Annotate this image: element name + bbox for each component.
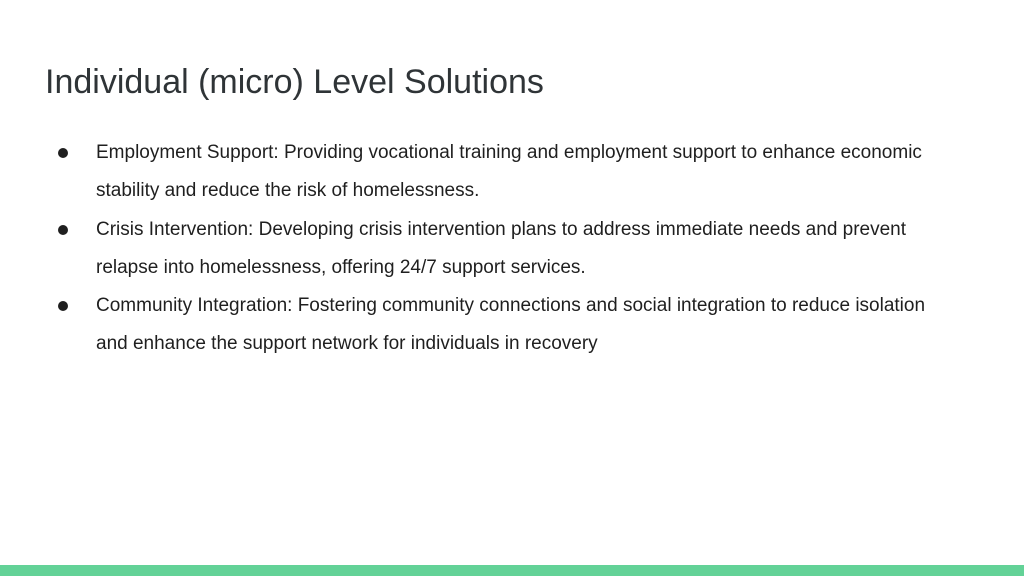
footer-accent-bar bbox=[0, 565, 1024, 576]
bullet-item-employment-support bbox=[0, 134, 1024, 211]
bullet-dot-icon bbox=[58, 225, 68, 235]
slide-title: Individual (micro) Level Solutions bbox=[45, 63, 544, 101]
bullet-dot-icon bbox=[58, 148, 68, 158]
bullet-dot-icon bbox=[58, 301, 68, 311]
bullet-list bbox=[0, 134, 1024, 364]
bullet-item-community-integration bbox=[0, 287, 1024, 364]
bullet-text: Community Integration: Fostering community connections and social integration to reduce isolation and enhance the support network for individuals in recovery bbox=[96, 295, 926, 355]
bullet-item-crisis-intervention bbox=[0, 211, 1024, 288]
bullet-text: Employment Support: Providing vocational training and employment support to enhance economic stability and reduce the risk of homelessness. bbox=[96, 142, 922, 202]
bullet-text: Crisis Intervention: Developing crisis intervention plans to address immediate needs and prevent relapse into homelessness, offering 24/7 support services. bbox=[96, 218, 907, 278]
